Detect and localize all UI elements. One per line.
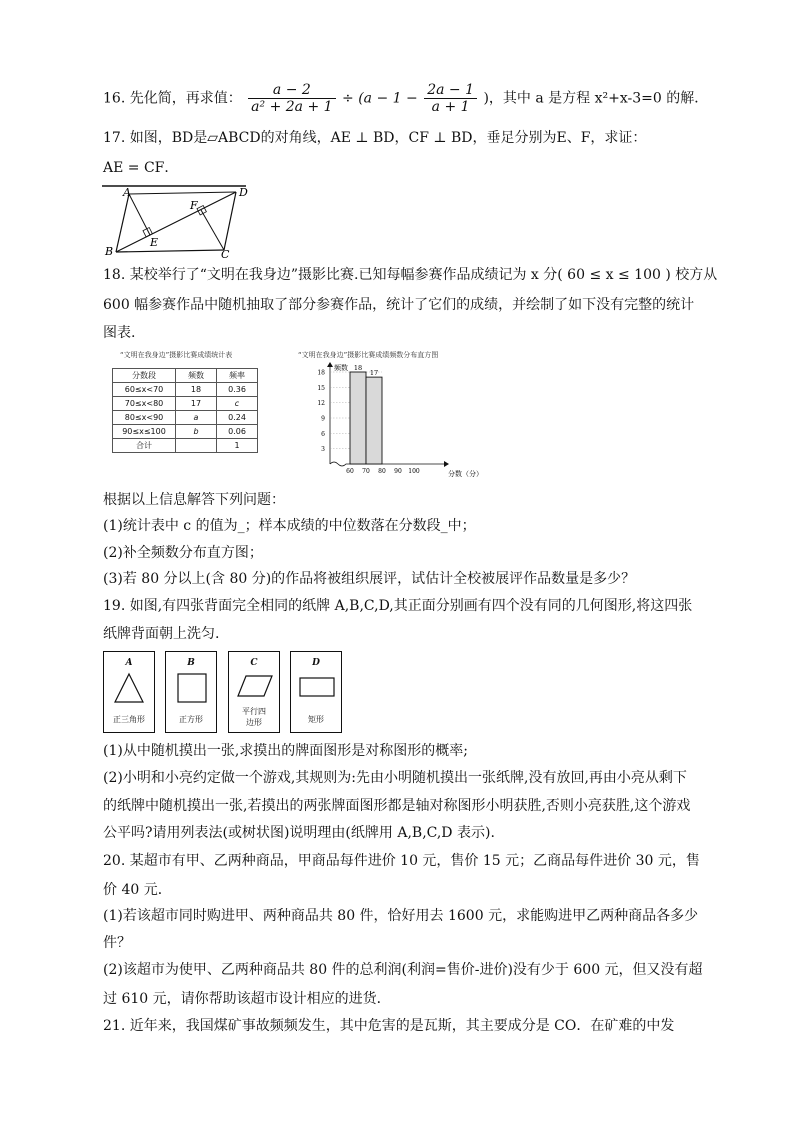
parallelogram-figure: [100, 182, 250, 260]
q20-part2b: 过 610 元，请你帮助该超市设计相应的进货．: [103, 991, 391, 1007]
q18-part1: (1)统计表中 c 的值为_；样本成绩的中位数落在分数段_中；: [103, 518, 476, 534]
q19-line2: 纸牌背面朝上洗匀.: [103, 626, 220, 642]
label-F: F: [190, 199, 198, 212]
y-tick-label: 3: [321, 446, 325, 454]
q20-part2a: (2)该超市为使甲、乙两种商品共 80 件的总利润(利润=售价-进价)没有少于 600 元，但又没有超: [103, 962, 703, 978]
parallelogram-icon: [236, 674, 274, 698]
triangle-icon: [113, 672, 145, 704]
table-row: 70≤x<80 17 c: [113, 397, 258, 411]
square-icon: [176, 672, 208, 704]
q18-part3: (3)若 80 分以上(含 80 分)的作品将被组织展评，试估计全校被展评作品数量是多少？: [103, 571, 636, 587]
q18-part2: (2)补全频数分布直方图；: [103, 545, 263, 561]
x-axis-arrow: [444, 461, 449, 467]
q19-part2c: 公平吗?请用列表法(或树状图)说明理由(纸牌用 A,B,C,D 表示).: [103, 825, 495, 841]
x-axis: [330, 462, 444, 466]
q18-line2: 600 幅参赛作品中随机抽取了部分参赛作品，统计了它们的成绩，并绘制了如下没有完整的统计: [103, 297, 695, 313]
y-tick-label: 9: [321, 415, 325, 423]
card-a: A 正三角形: [103, 651, 155, 733]
q20-line1: 20. 某超市有甲、乙两种商品，甲商品每件进价 10 元，售价 15 元；乙商品每件进价 30 元，售: [103, 853, 700, 869]
card-b: B 正方形: [165, 651, 217, 733]
y-axis-label: 频数: [334, 364, 348, 372]
q20-part1a: (1)若该超市同时购进甲、两种商品共 80 件，恰好用去 1600 元，求能购进甲乙两种商品各多少: [103, 908, 699, 924]
histogram-caption: “文明在我身边”摄影比赛成绩频数分布直方图: [298, 351, 439, 359]
rectangle-icon: [298, 676, 336, 698]
card-d: D 矩形: [290, 651, 342, 733]
q18-intro: 根据以上信息解答下列问题：: [103, 492, 285, 508]
y-tick-label: 15: [317, 384, 325, 392]
x-tick-label: 90: [394, 468, 402, 475]
frequency-table: [112, 368, 258, 453]
x-axis-label: 分数（分）: [448, 470, 483, 478]
q19-part1: (1)从中随机摸出一张,求摸出的牌面图形是对称图形的概率;: [103, 743, 468, 759]
label-C: C: [221, 248, 230, 260]
table-header-row: 分数段 频数 频率: [113, 369, 258, 383]
x-tick-label: 100: [408, 468, 420, 475]
q17-line2: AE = CF．: [103, 160, 179, 176]
histogram-chart: [310, 360, 490, 480]
bar-value-label: 17: [369, 369, 379, 378]
histogram-bar: [350, 372, 366, 464]
x-tick-label: 70: [362, 468, 370, 475]
label-E: E: [150, 236, 159, 249]
q18-line3: 图表.: [103, 325, 136, 341]
q17-line1: 17. 如图，BD是▱ABCD的对角线，AE ⊥ BD，CF ⊥ BD，垂足分别为E、F，求证：: [103, 130, 647, 146]
q20-line2: 价 40 元．: [103, 882, 172, 898]
y-tick-label: 18: [317, 369, 325, 377]
q19-part2b: 的纸牌中随机摸出一张,若摸出的两张牌面图形都是轴对称图形小明获胜,否则小亮获胜,这个游戏: [103, 798, 691, 814]
y-tick-label: 12: [317, 400, 325, 408]
q16-fraction-2: $\frac{2a - 1}{a + 1}$: [424, 82, 477, 115]
label-D: D: [239, 186, 248, 199]
table-caption: “文明在我身边”摄影比赛成绩统计表: [120, 351, 233, 359]
table-row: 合计 1: [113, 439, 258, 453]
q18-line1: 18. 某校举行了“文明在我身边”摄影比赛.已知每幅参赛作品成绩记为 x 分( 60 ≤ x ≤ 100 ) 校方从: [103, 267, 718, 283]
table-row: 90≤x≤100 b 0.06: [113, 425, 258, 439]
x-tick-label: 60: [346, 468, 354, 475]
bar-value-label: 18: [353, 364, 363, 372]
card-c: C 平行四 边形: [228, 651, 280, 733]
label-B: B: [105, 245, 114, 258]
q16-line: 16. 先化简，再求值： $\frac{a - 2}{\text{a² + 2a + 1}}$ ÷ (a − 1 − $\frac{2a - 1}{a + 1}$ )，其中 a 是方程 x²+x-3=0 的解．: [103, 82, 709, 115]
y-tick-label: 6: [321, 430, 325, 438]
q20-part1b: 件？: [103, 935, 131, 951]
y-axis-arrow: [327, 362, 333, 367]
q19-part2a: (2)小明和小亮约定做一个游戏,其规则为:先由小明随机摸出一张纸牌,没有放回,再由小亮从剩下: [103, 770, 687, 786]
q19-line1: 19. 如图,有四张背面完全相同的纸牌 A,B,C,D,其正面分别画有四个没有同的几何图形,将这四张: [103, 598, 693, 614]
q21-line1: 21. 近年来，我国煤矿事故频频发生，其中危害的是瓦斯，其主要成分是 CO．在矿难的中发: [103, 1018, 675, 1034]
q16-fraction-1: $\frac{a - 2}{\text{a² + 2a + 1}}$: [248, 82, 335, 115]
table-row: 80≤x<90 a 0.24: [113, 411, 258, 425]
label-A: A: [123, 186, 131, 199]
x-tick-label: 80: [378, 468, 386, 475]
histogram-bar: [366, 377, 382, 464]
table-row: 60≤x<70 18 0.36: [113, 383, 258, 397]
